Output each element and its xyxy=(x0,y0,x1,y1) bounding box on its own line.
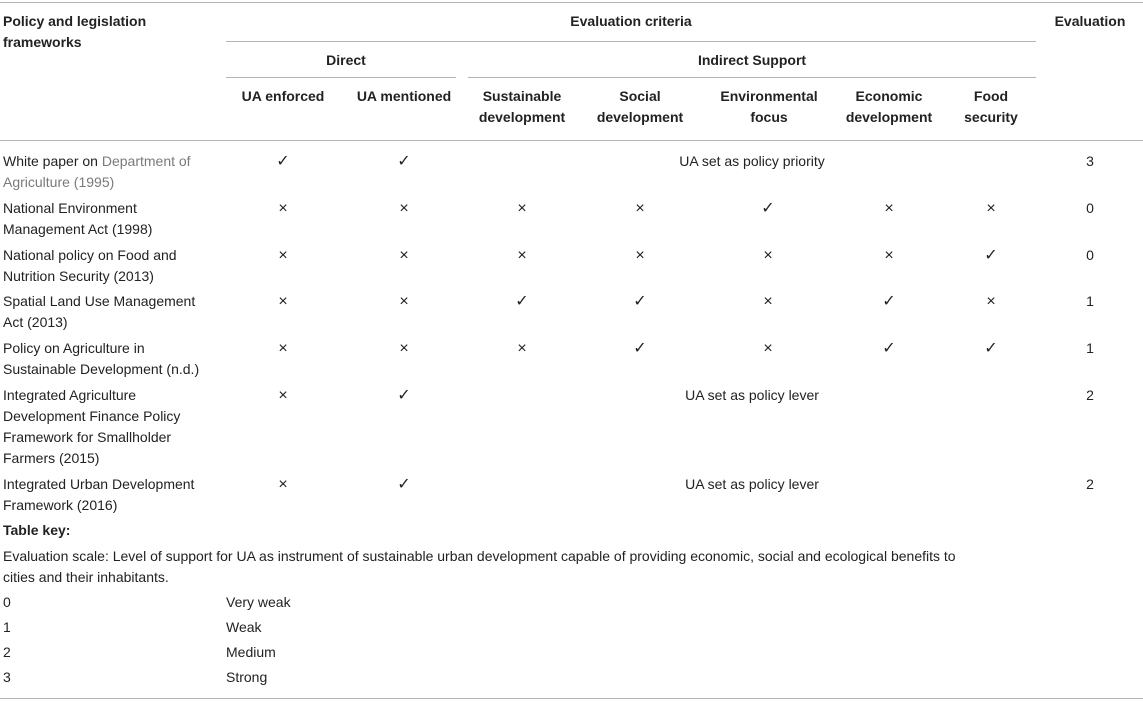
row4-policy-line-2: Act (2013) xyxy=(3,314,68,330)
row4-mark-3: ✓ xyxy=(515,293,529,310)
row6-ua-enforced-mark: × xyxy=(278,387,288,404)
row5-policy-line-2: Sustainable Development (n.d.) xyxy=(3,361,200,377)
row5-policy-line-1: Policy on Agriculture in xyxy=(3,340,145,356)
row5-mark-7: ✓ xyxy=(984,340,998,357)
header-environmental-focus-2: focus xyxy=(750,109,788,125)
header-environmental-focus-1: Environmental xyxy=(720,88,818,104)
row4-mark-5: × xyxy=(763,293,773,310)
row2-policy-line-1: National Environment xyxy=(3,200,137,216)
table-key-title: Table key: xyxy=(3,522,71,538)
scale-value-3: 3 xyxy=(3,669,11,685)
row7-policy-line-2: Framework (2016) xyxy=(3,497,118,513)
row2-mark-2: × xyxy=(399,200,409,217)
row1-name-text: White paper on xyxy=(3,153,102,169)
scale-label-1: Weak xyxy=(226,619,262,635)
row5-mark-3: × xyxy=(517,340,527,357)
header-policy-line-1: Policy and legislation xyxy=(3,13,147,29)
row3-mark-4: × xyxy=(635,247,645,264)
row4-mark-6: ✓ xyxy=(882,293,896,310)
row5-mark-4: ✓ xyxy=(633,340,647,357)
bottom-rule xyxy=(0,698,1143,699)
row1-policy-line-1 xyxy=(3,151,191,172)
top-rule xyxy=(0,2,1143,3)
row1-evaluation: 3 xyxy=(1086,153,1094,169)
row3-evaluation: 0 xyxy=(1086,247,1094,263)
header-sustainable-development-2: development xyxy=(478,109,566,125)
row2-mark-3: × xyxy=(517,200,527,217)
row1-ua-mentioned-mark: ✓ xyxy=(397,153,411,170)
row3-mark-6: × xyxy=(884,247,894,264)
header-bottom-rule xyxy=(0,140,1143,141)
header-economic-development-1: Economic xyxy=(855,88,923,104)
row1-reference-text: Department of xyxy=(101,153,191,169)
row2-mark-7: × xyxy=(986,200,996,217)
scale-value-1: 1 xyxy=(3,619,11,635)
row4-mark-4: ✓ xyxy=(633,293,647,310)
scale-value-2: 2 xyxy=(3,644,11,660)
row6-evaluation: 2 xyxy=(1086,387,1094,403)
row6-policy-line-2: Development Finance Policy xyxy=(3,408,181,424)
header-economic-development-2: development xyxy=(845,109,933,125)
row5-mark-5: × xyxy=(763,340,773,357)
row3-mark-3: × xyxy=(517,247,527,264)
row4-mark-1: × xyxy=(278,293,288,310)
header-evaluation-criteria: Evaluation criteria xyxy=(570,13,692,29)
row7-ua-mentioned-mark: ✓ xyxy=(397,476,411,493)
row3-policy-line-1: National policy on Food and xyxy=(3,247,177,263)
header-social-development-2: development xyxy=(596,109,684,125)
row3-mark-2: × xyxy=(399,247,409,264)
row3-policy-line-2: Nutrition Security (2013) xyxy=(3,268,154,284)
row6-policy-line-4: Farmers (2015) xyxy=(3,450,100,466)
header-direct: Direct xyxy=(326,52,366,68)
row3-mark-5: × xyxy=(763,247,773,264)
row5-mark-1: × xyxy=(278,340,288,357)
row7-evaluation: 2 xyxy=(1086,476,1094,492)
row2-mark-6: × xyxy=(884,200,894,217)
row1-ua-enforced-mark: ✓ xyxy=(276,153,290,170)
indirect-rule xyxy=(468,77,1036,78)
header-sustainable-development-1: Sustainable xyxy=(482,88,562,104)
scale-label-0: Very weak xyxy=(226,594,291,610)
row6-policy-line-1: Integrated Agriculture xyxy=(3,387,137,403)
row5-mark-2: × xyxy=(399,340,409,357)
row5-mark-6: ✓ xyxy=(882,340,896,357)
row1-policy-line-2: Agriculture (1995) xyxy=(3,174,115,190)
row6-ua-mentioned-mark: ✓ xyxy=(397,387,411,404)
row5-evaluation: 1 xyxy=(1086,340,1094,356)
header-ua-mentioned: UA mentioned xyxy=(356,88,452,104)
header-food-security-2: security xyxy=(964,109,1018,125)
row3-mark-7: ✓ xyxy=(984,247,998,264)
scale-label-2: Medium xyxy=(226,644,276,660)
scale-value-0: 0 xyxy=(3,594,11,610)
direct-rule xyxy=(226,77,456,78)
row2-mark-4: × xyxy=(635,200,645,217)
evaluation-scale-line-2: cities and their inhabitants. xyxy=(3,569,169,585)
row6-span-text: UA set as policy lever xyxy=(685,387,819,403)
row2-policy-line-2: Management Act (1998) xyxy=(3,221,153,237)
row4-policy-line-1: Spatial Land Use Management xyxy=(3,293,196,309)
header-evaluation: Evaluation xyxy=(1054,13,1126,29)
header-food-security-1: Food xyxy=(973,88,1009,104)
row3-mark-1: × xyxy=(278,247,288,264)
header-policy-line-2: frameworks xyxy=(3,34,82,50)
scale-label-3: Strong xyxy=(226,669,268,685)
row4-mark-7: × xyxy=(986,293,996,310)
row7-span-text: UA set as policy lever xyxy=(685,476,819,492)
row6-policy-line-3: Framework for Smallholder xyxy=(3,429,172,445)
evaluation-scale-line-1: Evaluation scale: Level of support for UA as instrument of sustainable urban development capable of providing economic, social and ecological benefits to xyxy=(3,548,956,564)
row4-mark-2: × xyxy=(399,293,409,310)
row4-evaluation: 1 xyxy=(1086,293,1094,309)
row2-mark-1: × xyxy=(278,200,288,217)
header-indirect-support: Indirect Support xyxy=(697,52,807,68)
criteria-rule xyxy=(226,41,1036,42)
row2-mark-5: ✓ xyxy=(761,200,775,217)
row2-evaluation: 0 xyxy=(1086,200,1094,216)
row7-policy-line-1: Integrated Urban Development xyxy=(3,476,195,492)
header-ua-enforced: UA enforced xyxy=(241,88,325,104)
row1-span-text: UA set as policy priority xyxy=(679,153,825,169)
header-social-development-1: Social xyxy=(619,88,661,104)
row7-ua-enforced-mark: × xyxy=(278,476,288,493)
